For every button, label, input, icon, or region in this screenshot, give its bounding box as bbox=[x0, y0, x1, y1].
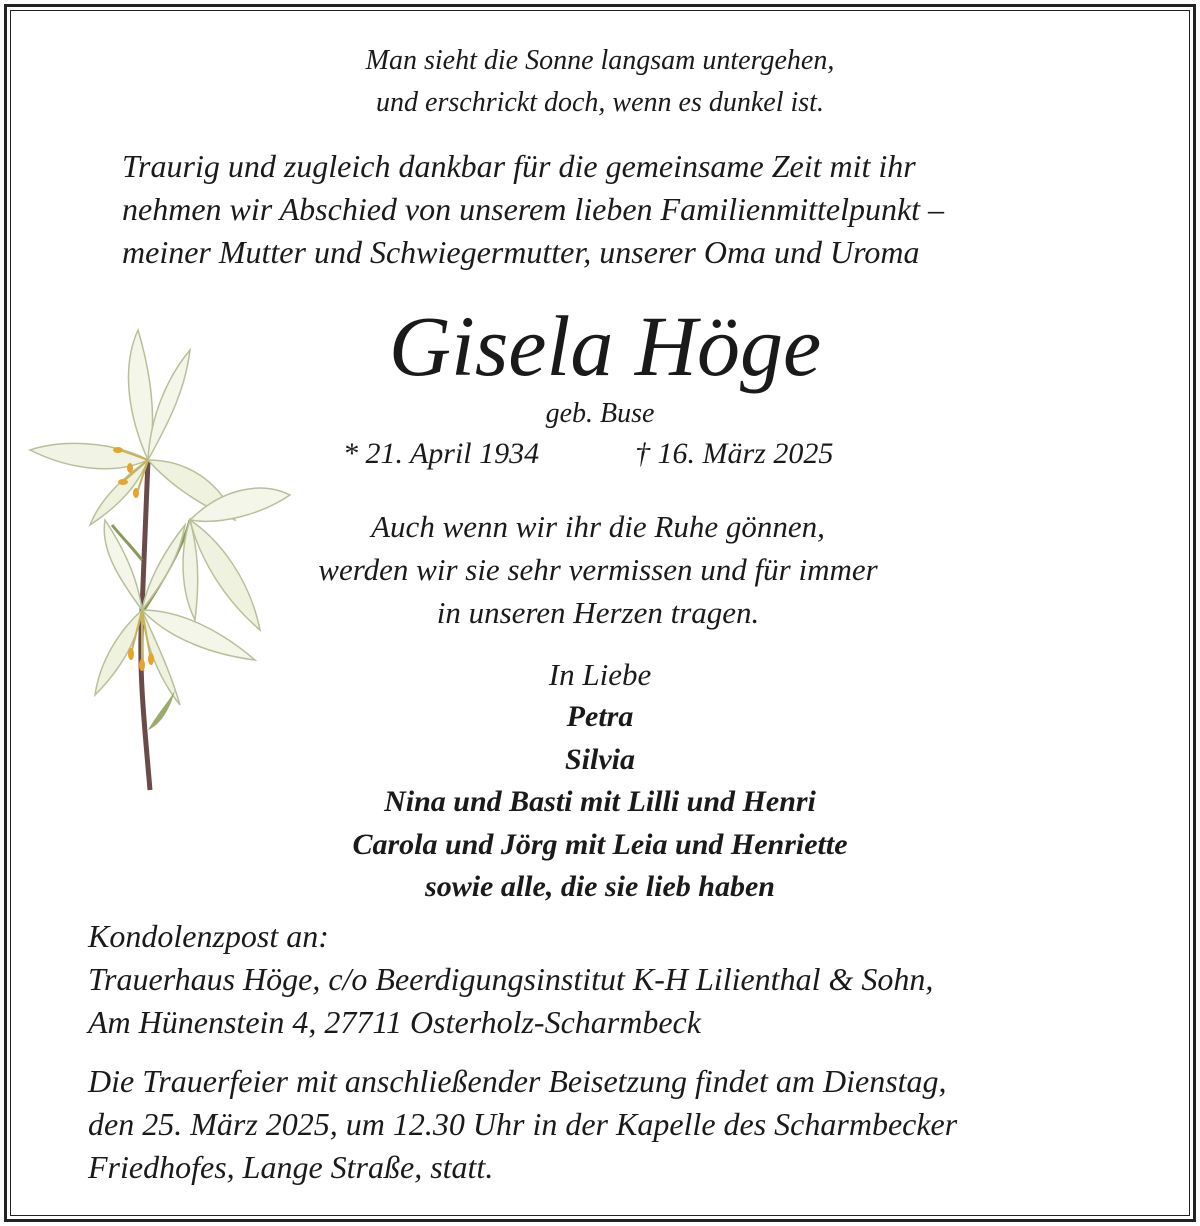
death-date: † 16. März 2025 bbox=[635, 437, 834, 470]
mourner-name: sowie alle, die sie lieb haben bbox=[425, 870, 775, 903]
service-line: Die Trauerfeier mit anschließender Beisetzung findet am Dienstag, bbox=[88, 1063, 947, 1099]
intro-line: Traurig und zugleich dankbar für die gemeinsame Zeit mit ihr bbox=[122, 148, 916, 184]
mourner-name: Carola und Jörg mit Leia und Henriette bbox=[352, 827, 848, 861]
mourner-name: Petra bbox=[566, 700, 634, 733]
birth-date: * 21. April 1934 bbox=[343, 437, 540, 470]
condolence-line: Am Hünenstein 4, 27711 Osterholz-Scharmbeck bbox=[88, 1004, 701, 1040]
deceased-name: Gisela Höge bbox=[388, 298, 822, 394]
motto-line: Man sieht die Sonne langsam untergehen, bbox=[365, 45, 835, 76]
intro-line: nehmen wir Abschied von unserem lieben Familienmittelpunkt – bbox=[122, 191, 945, 227]
service-line: den 25. März 2025, um 12.30 Uhr in der Kapelle des Scharmbecker bbox=[88, 1106, 958, 1142]
intro-text bbox=[122, 145, 944, 274]
motto-line: und erschrickt doch, wenn es dunkel ist. bbox=[376, 87, 824, 118]
birth-name: geb. Buse bbox=[545, 398, 655, 429]
funeral-service-info bbox=[88, 1060, 957, 1189]
mourners-list bbox=[0, 696, 1200, 909]
intro-line: meiner Mutter und Schwiegermutter, unserer Oma und Uroma bbox=[122, 234, 920, 270]
condolence-address bbox=[88, 915, 933, 1044]
signoff: In Liebe bbox=[548, 657, 652, 692]
verse-text bbox=[0, 505, 1196, 634]
mourner-name: Nina und Basti mit Lilli und Henri bbox=[384, 785, 816, 818]
verse-line: Auch wenn wir ihr die Ruhe gönnen, bbox=[371, 509, 825, 544]
service-line: Friedhofes, Lange Straße, statt. bbox=[88, 1149, 494, 1185]
verse-line: in unseren Herzen tragen. bbox=[436, 595, 760, 630]
verse-line: werden wir sie sehr vermissen und für immer bbox=[318, 552, 878, 587]
mourner-name: Silvia bbox=[564, 742, 635, 776]
condolence-line: Trauerhaus Höge, c/o Beerdigungsinstitut K-H Lilienthal & Sohn, bbox=[88, 961, 934, 997]
condolence-line: Kondolenzpost an: bbox=[88, 918, 329, 954]
motto-quote bbox=[0, 40, 1200, 124]
